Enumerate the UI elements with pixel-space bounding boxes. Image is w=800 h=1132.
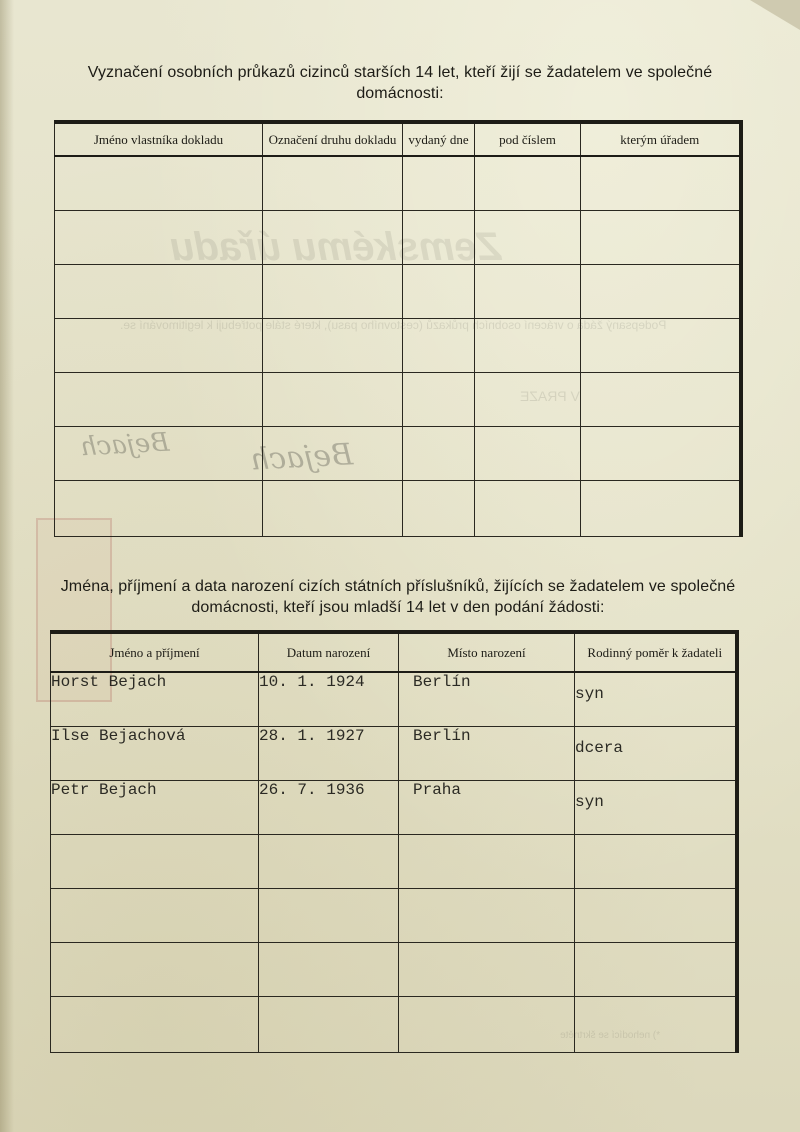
cell[interactable] [259, 942, 399, 996]
col-name: Jméno a příjmení [51, 632, 259, 672]
child-dob[interactable]: 26. 7. 1936 [259, 780, 399, 834]
table-row [55, 372, 741, 426]
cell[interactable] [575, 888, 737, 942]
section2-heading: Jména, příjmení a data narození cizích státních příslušníků, žijících se žadatelem ve společné domácnosti, kteří jsou mladší 14 let v den podání žádosti: [60, 578, 736, 616]
children-table [50, 630, 739, 1053]
cell[interactable] [475, 480, 581, 536]
cell[interactable] [51, 834, 259, 888]
cell[interactable] [55, 318, 263, 372]
cell[interactable] [581, 156, 741, 210]
cell[interactable] [475, 318, 581, 372]
table-row [51, 888, 737, 942]
child-dob[interactable]: 28. 1. 1927 [259, 726, 399, 780]
cell[interactable] [263, 426, 403, 480]
child-dob[interactable]: 10. 1. 1924 [259, 672, 399, 726]
cell[interactable] [403, 156, 475, 210]
section1-heading: Vyznačení osobních průkazů cizinců starších 14 let, kteří žijí se žadatelem ve společné domácnosti: [87, 64, 713, 102]
cell[interactable] [55, 156, 263, 210]
cell[interactable] [403, 372, 475, 426]
bleed-through-signature: Bejach [79, 427, 171, 463]
table-row [55, 426, 741, 480]
bleed-through-footnote: *) nehodící se škrtněte [560, 1030, 661, 1041]
col-document-type: Označení druhu dokladu [263, 122, 403, 156]
id-documents-table [54, 120, 743, 537]
child-relation[interactable]: dcera [575, 726, 737, 780]
cell[interactable] [51, 888, 259, 942]
table-header-row [55, 122, 741, 156]
cell[interactable] [475, 264, 581, 318]
child-relation[interactable]: syn [575, 780, 737, 834]
cell[interactable] [51, 942, 259, 996]
cell[interactable] [263, 210, 403, 264]
cell[interactable] [475, 210, 581, 264]
cell[interactable] [575, 996, 737, 1052]
cell[interactable] [259, 996, 399, 1052]
col-date-of-birth: Datum narození [259, 632, 399, 672]
cell[interactable] [263, 372, 403, 426]
cell[interactable] [399, 942, 575, 996]
col-relation: Rodinný poměr k žadateli [575, 632, 737, 672]
cell[interactable] [399, 888, 575, 942]
cell[interactable] [581, 210, 741, 264]
col-owner-name: Jméno vlastníka dokladu [55, 122, 263, 156]
bleed-through-text: Podepsaný žádá o vrácení osobních průkazů (cestovního pasu), které stále potřebuji k legitimování se. [120, 318, 667, 332]
cell[interactable] [475, 156, 581, 210]
cell[interactable] [575, 834, 737, 888]
table-row [55, 210, 741, 264]
cell[interactable] [475, 426, 581, 480]
col-place-of-birth: Místo narození [399, 632, 575, 672]
table-row [55, 318, 741, 372]
cell[interactable] [263, 318, 403, 372]
cell[interactable] [55, 480, 263, 536]
cell[interactable] [575, 942, 737, 996]
table-row [51, 672, 737, 726]
cell[interactable] [399, 834, 575, 888]
cell[interactable] [55, 264, 263, 318]
table-row [55, 480, 741, 536]
cell[interactable] [581, 318, 741, 372]
table-row [55, 156, 741, 210]
cell[interactable] [259, 834, 399, 888]
table-row [51, 834, 737, 888]
cell[interactable] [55, 426, 263, 480]
cell[interactable] [403, 480, 475, 536]
cell[interactable] [403, 264, 475, 318]
cell[interactable] [55, 372, 263, 426]
bleed-through-place: V PRAZE [520, 388, 580, 404]
table-row [51, 780, 737, 834]
table-row [51, 726, 737, 780]
child-place[interactable]: Berlín [399, 726, 575, 780]
bleed-through-signature-2: Bejach [249, 437, 354, 478]
cell[interactable] [55, 210, 263, 264]
table-header-row [51, 632, 737, 672]
child-name[interactable]: Horst Bejach [51, 672, 259, 726]
col-issuing-office: kterým úřadem [581, 122, 741, 156]
cell[interactable] [259, 888, 399, 942]
cell[interactable] [399, 996, 575, 1052]
table-row [51, 996, 737, 1052]
table-row [51, 942, 737, 996]
child-place[interactable]: Berlín [399, 672, 575, 726]
cell[interactable] [581, 480, 741, 536]
page-edge-shadow [0, 0, 14, 1132]
cell[interactable] [403, 426, 475, 480]
cell[interactable] [403, 210, 475, 264]
folded-corner [750, 0, 800, 30]
bleed-through-title: Zemskému úřadu [170, 225, 502, 269]
cell[interactable] [263, 480, 403, 536]
cell[interactable] [581, 372, 741, 426]
child-name[interactable]: Petr Bejach [51, 780, 259, 834]
cell[interactable] [475, 372, 581, 426]
col-document-number: pod číslem [475, 122, 581, 156]
cell[interactable] [263, 156, 403, 210]
cell[interactable] [581, 264, 741, 318]
child-relation[interactable]: syn [575, 672, 737, 726]
child-place[interactable]: Praha [399, 780, 575, 834]
cell[interactable] [581, 426, 741, 480]
table-row [55, 264, 741, 318]
col-issued-date: vydaný dne [403, 122, 475, 156]
child-name[interactable]: Ilse Bejachová [51, 726, 259, 780]
cell[interactable] [263, 264, 403, 318]
cell[interactable] [51, 996, 259, 1052]
cell[interactable] [403, 318, 475, 372]
